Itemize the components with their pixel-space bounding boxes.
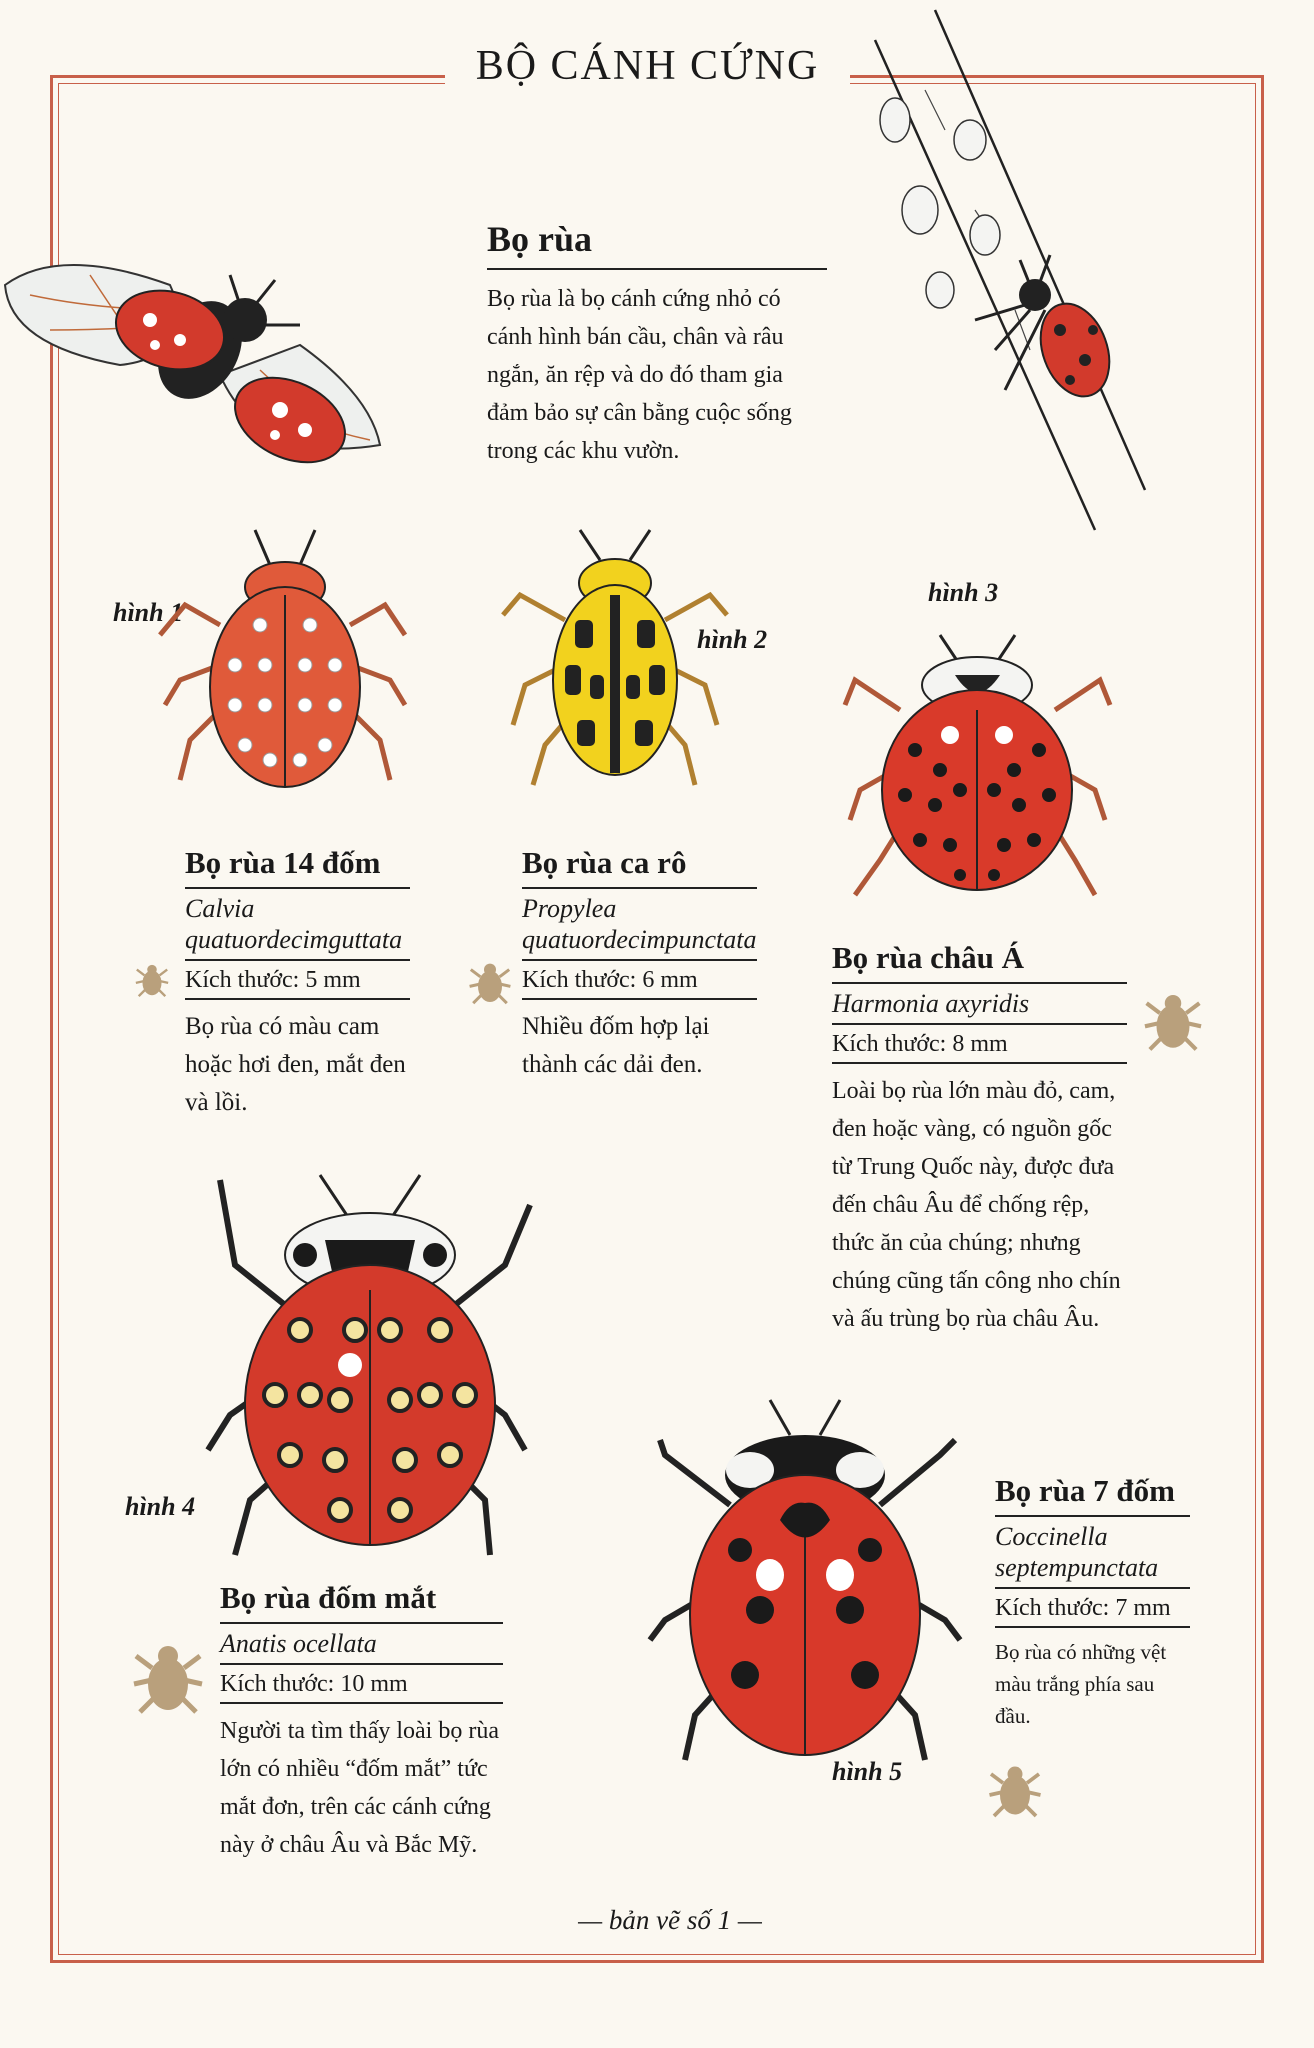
species-scientific-name: Calvia quatuordecimguttata bbox=[185, 889, 410, 961]
species-scientific-name: Anatis ocellata bbox=[220, 1624, 503, 1665]
ladybird-checkerboard-illustration bbox=[495, 525, 735, 795]
size-silhouette-4 bbox=[128, 1640, 208, 1720]
species-scientific-name: Harmonia axyridis bbox=[832, 984, 1127, 1025]
species-card-5 bbox=[995, 1473, 1190, 1732]
ladybird-asian-illustration bbox=[840, 630, 1115, 910]
ladybird-7-spot-illustration bbox=[645, 1395, 965, 1765]
plate-footer: — bản vẽ số 1 — bbox=[578, 1905, 762, 1935]
species-size: Kích thước: 10 mm bbox=[220, 1665, 503, 1704]
ladybird-eyed-illustration bbox=[200, 1160, 540, 1560]
species-name: Bọ rùa ca rô bbox=[522, 845, 757, 889]
flying-ladybird-illustration bbox=[0, 135, 400, 455]
figure-label-1: hình 1 bbox=[113, 598, 184, 627]
size-silhouette-3 bbox=[1140, 990, 1206, 1056]
species-size: Kích thước: 5 mm bbox=[185, 961, 410, 1000]
species-card-2 bbox=[522, 845, 757, 1084]
species-description: Người ta tìm thấy loài bọ rùa lớn có nhiều “đốm mắt” tức mắt đơn, trên các cánh cứng này ở châu Âu và Bắc Mỹ. bbox=[220, 1718, 499, 1858]
species-scientific-name: Propylea quatuordecimpunctata bbox=[522, 889, 757, 961]
species-name: Bọ rùa 7 đốm bbox=[995, 1473, 1190, 1517]
page-title: BỘ CÁNH CỨNG bbox=[475, 43, 820, 89]
species-name: Bọ rùa châu Á bbox=[832, 940, 1127, 984]
figure-label-2: hình 2 bbox=[697, 625, 768, 654]
species-description: Bọ rùa có những vệt màu trắng phía sau đầu. bbox=[995, 1640, 1167, 1728]
intro-heading: Bọ rùa bbox=[487, 218, 827, 270]
species-description: Nhiều đốm hợp lại thành các dải đen. bbox=[522, 1013, 710, 1078]
intro-section bbox=[487, 218, 827, 470]
species-description: Bọ rùa có màu cam hoặc hơi đen, mắt đen và lồi. bbox=[185, 1013, 406, 1116]
intro-text: Bọ rùa là bọ cánh cứng nhỏ có cánh hình bán cầu, chân và râu ngắn, ăn rệp và do đó tham gia đảm bảo sự cân bằng cuộc sống trong các khu vườn. bbox=[487, 286, 792, 464]
species-size: Kích thước: 8 mm bbox=[832, 1025, 1127, 1064]
species-name: Bọ rùa đốm mắt bbox=[220, 1580, 503, 1624]
size-silhouette-5 bbox=[985, 1762, 1045, 1822]
species-scientific-name: Coccinella septempunctata bbox=[995, 1517, 1190, 1589]
ladybird-on-stem-illustration bbox=[855, 10, 1145, 550]
size-silhouette-1 bbox=[133, 962, 171, 1000]
species-description: Loài bọ rùa lớn màu đỏ, cam, đen hoặc vàng, có nguồn gốc từ Trung Quốc này, được đưa đến châu Âu để chống rệp, thức ăn của chúng; nhưng chúng cũng tấn công nho chín và ấu trùng bọ rùa châu Âu. bbox=[832, 1078, 1121, 1332]
ladybird-14-spot-illustration bbox=[150, 525, 420, 800]
figure-label-3: hình 3 bbox=[928, 578, 999, 607]
species-card-1 bbox=[185, 845, 410, 1122]
species-size: Kích thước: 6 mm bbox=[522, 961, 757, 1000]
figure-label-5: hình 5 bbox=[832, 1757, 903, 1786]
species-card-3 bbox=[832, 940, 1127, 1338]
size-silhouette-2 bbox=[466, 960, 514, 1008]
species-size: Kích thước: 7 mm bbox=[995, 1589, 1190, 1628]
species-card-4 bbox=[220, 1580, 503, 1864]
figure-label-4: hình 4 bbox=[125, 1492, 196, 1521]
species-name: Bọ rùa 14 đốm bbox=[185, 845, 410, 889]
